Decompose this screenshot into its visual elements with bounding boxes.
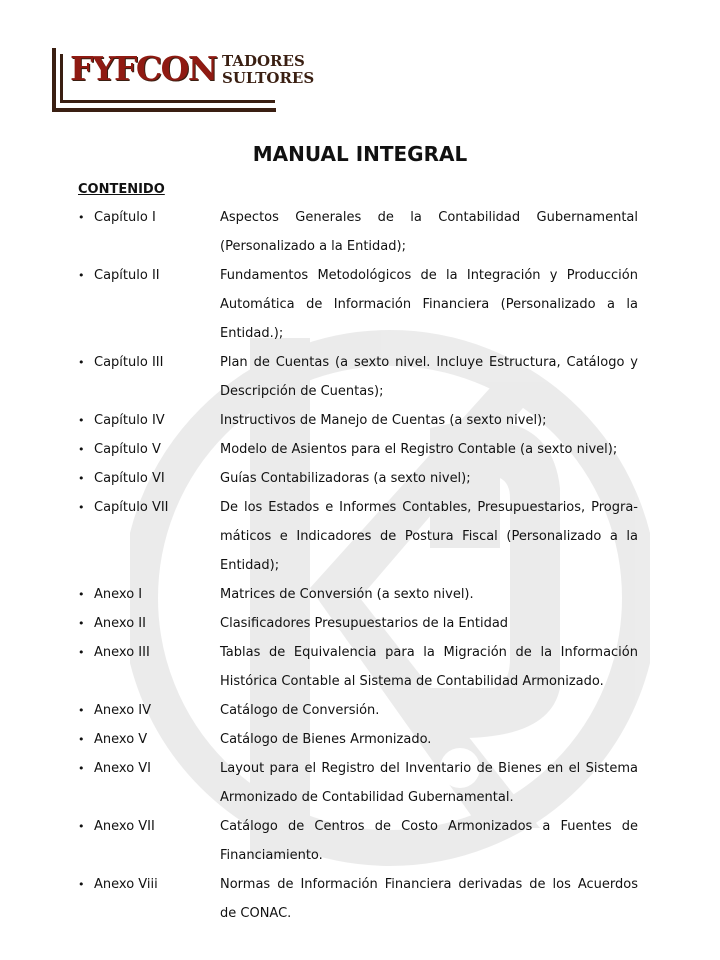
entry-description: Catálogo de Bienes Armonizado. (220, 732, 432, 747)
entry-description: Plan de Cuentas (a sexto nivel. Incluye Estructura, Catálogo y Descripción de Cuentas); (220, 355, 638, 399)
entry-label: Capítulo VI (94, 471, 165, 486)
entry-description: Normas de Información Financiera derivadas de los Acuerdos de CONAC. (220, 877, 638, 921)
logo-line-1: TADORES (222, 52, 305, 70)
table-of-contents (78, 203, 638, 928)
toc-entry (78, 435, 638, 464)
bullet-icon: • (78, 762, 85, 775)
bullet-icon: • (78, 269, 85, 282)
entry-description: Tablas de Equivalencia para la Migración de la Información Histórica Contable al Sistema de Contabilidad Armonizado. (220, 645, 638, 689)
toc-entry (78, 696, 638, 725)
bullet-icon: • (78, 704, 85, 717)
bullet-icon: • (78, 501, 85, 514)
toc-entry (78, 203, 638, 261)
toc-entry (78, 870, 638, 928)
entry-label: Anexo VII (94, 819, 155, 834)
entry-description: Fundamentos Metodológicos de la Integración y Producción Automática de Información Financiera (Personalizado a la Entidad.); (220, 268, 638, 341)
entry-description: Instructivos de Manejo de Cuentas (a sexto nivel); (220, 413, 547, 428)
entry-description: Guías Contabilizadoras (a sexto nivel); (220, 471, 471, 486)
toc-entry (78, 754, 638, 812)
bullet-icon: • (78, 733, 85, 746)
entry-label: Capítulo II (94, 268, 160, 283)
page-title: MANUAL INTEGRAL (252, 142, 468, 166)
entry-label: Capítulo IV (94, 413, 165, 428)
bullet-icon: • (78, 472, 85, 485)
entry-description: Matrices de Conversión (a sexto nivel). (220, 587, 474, 602)
entry-label: Capítulo VII (94, 500, 169, 515)
logo-main-text: FYFCON (70, 49, 217, 88)
entry-description: Layout para el Registro del Inventario de Bienes en el Sistema Armonizado de Contabilidad Gubernamental. (220, 761, 638, 805)
toc-entry (78, 493, 638, 580)
toc-entry (78, 580, 638, 609)
entry-description: Catálogo de Centros de Costo Armonizados a Fuentes de Financiamiento. (220, 819, 638, 863)
toc-entry (78, 464, 638, 493)
bullet-icon: • (78, 588, 85, 601)
bullet-icon: • (78, 646, 85, 659)
entry-description: Catálogo de Conversión. (220, 703, 380, 718)
toc-entry (78, 348, 638, 406)
bullet-icon: • (78, 414, 85, 427)
bullet-icon: • (78, 211, 85, 224)
entry-label: Anexo Viii (94, 877, 158, 892)
toc-entry (78, 406, 638, 435)
entry-label: Anexo II (94, 616, 146, 631)
entry-label: Capítulo I (94, 210, 156, 225)
bullet-icon: • (78, 356, 85, 369)
entry-label: Anexo I (94, 587, 143, 602)
entry-label: Anexo V (94, 732, 148, 747)
entry-description: Clasificadores Presupuestarios de la Entidad (220, 616, 509, 631)
toc-entry (78, 261, 638, 348)
toc-entry (78, 725, 638, 754)
entry-label: Anexo IV (94, 703, 152, 718)
entry-description: Modelo de Asientos para el Registro Contable (a sexto nivel); (220, 442, 618, 457)
section-heading: CONTENIDO (78, 182, 165, 197)
entry-label: Capítulo III (94, 355, 164, 370)
entry-description: De los Estados e Informes Contables, Presupuestarios, Progra-máticos e Indicadores de Postura Fiscal (Personalizado a la Entidad); (220, 500, 638, 573)
entry-description: Aspectos Generales de la Contabilidad Gubernamental (Personalizado a la Entidad); (220, 210, 638, 254)
toc-entry (78, 638, 638, 696)
entry-label: Anexo III (94, 645, 150, 660)
bullet-icon: • (78, 443, 85, 456)
entry-label: Capítulo V (94, 442, 161, 457)
toc-entry (78, 609, 638, 638)
bullet-icon: • (78, 820, 85, 833)
logo-line-2: SULTORES (222, 69, 315, 87)
entry-label: Anexo VI (94, 761, 152, 776)
company-logo (46, 44, 315, 110)
toc-entry (78, 812, 638, 870)
bullet-icon: • (78, 878, 85, 891)
bullet-icon: • (78, 617, 85, 630)
